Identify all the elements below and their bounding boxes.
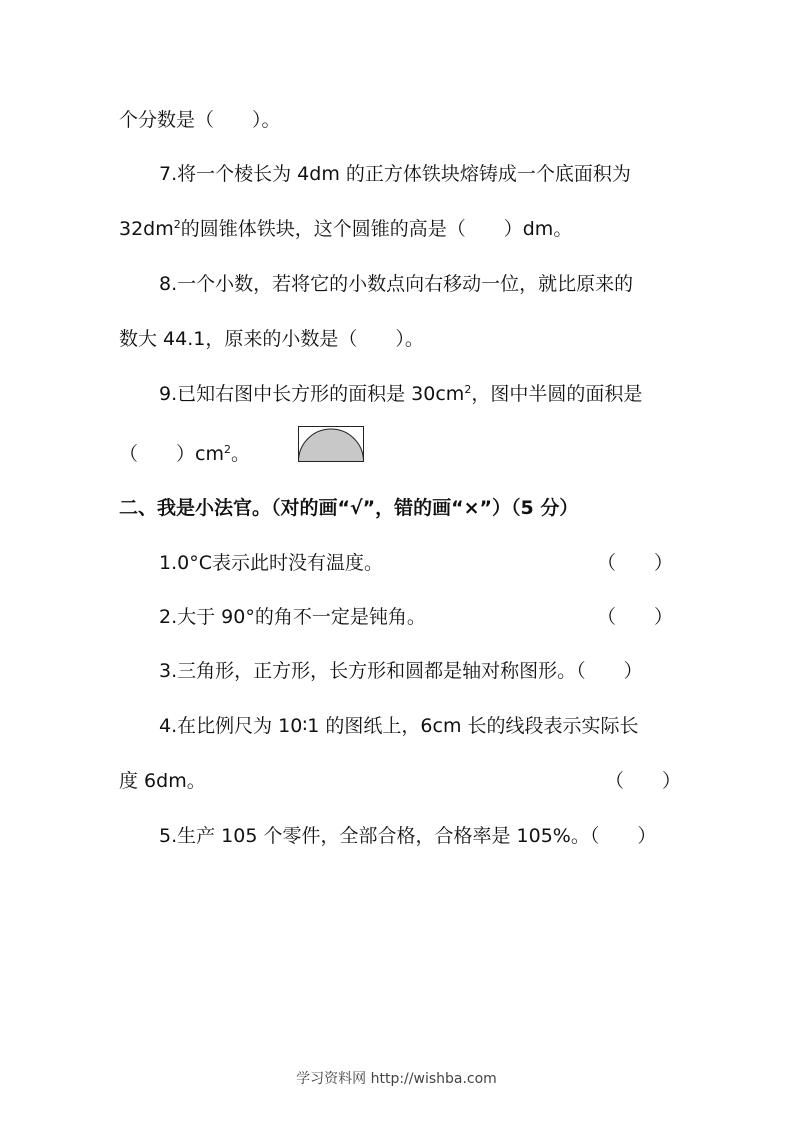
judge-item-1: 1.0°C表示此时没有温度。 [159, 552, 383, 574]
q7-superscript: 2 [173, 218, 181, 231]
question-7-line-2 [119, 217, 572, 241]
q9b-text-pre: （ ）cm [119, 443, 224, 465]
q9b-text-post: 。 [230, 443, 250, 465]
question-9-line-2 [119, 442, 250, 466]
judge-item-4-line-1: 4.在比例尺为 10∶1 的图纸上，6cm 长的线段表示实际长 [159, 715, 639, 737]
judge-item-1-answer-blank[interactable]: （ ） [597, 552, 674, 574]
footer-watermark: 学习资料网 http://wishba.com [296, 1071, 497, 1087]
q7-text-post: 的圆锥体铁块，这个圆锥的高是（ ）dm。 [180, 218, 573, 240]
judge-item-4-line-2: 度 6dm。 [119, 770, 206, 792]
rectangle-semicircle-figure [298, 426, 364, 462]
judge-item-2-answer-blank[interactable]: （ ） [597, 606, 674, 628]
q7-text-pre: 32dm [119, 218, 174, 240]
q9-text-pre: 9.已知右图中长方形的面积是 30cm [159, 383, 465, 405]
judge-item-2: 2.大于 90°的角不一定是钝角。 [159, 606, 426, 628]
q9-text-post: ，图中半圆的面积是 [471, 383, 643, 405]
judge-item-5: 5.生产 105 个零件，全部合格，合格率是 105%。（ ） [159, 825, 657, 847]
figure-semicircle [299, 429, 364, 462]
judge-item-4-answer-blank[interactable]: （ ） [605, 770, 682, 792]
judge-item-3: 3.三角形，正方形，长方形和圆都是轴对称图形。（ ） [159, 660, 643, 682]
question-6-continuation: 个分数是（ ）。 [119, 109, 281, 131]
question-9-line-1 [159, 382, 642, 406]
question-8-line-2: 数大 44.1，原来的小数是（ ）。 [119, 328, 424, 350]
question-7-line-1: 7.将一个棱长为 4dm 的正方体铁块熔铸成一个底面积为 [159, 163, 631, 185]
q9b-superscript: 2 [223, 443, 231, 456]
question-8-line-1: 8.一个小数，若将它的小数点向右移动一位，就比原来的 [159, 273, 634, 295]
section-2-heading: 二、我是小法官。（对的画“√”，错的画“×”）（5 分） [119, 497, 579, 519]
q9-superscript: 2 [464, 383, 472, 396]
